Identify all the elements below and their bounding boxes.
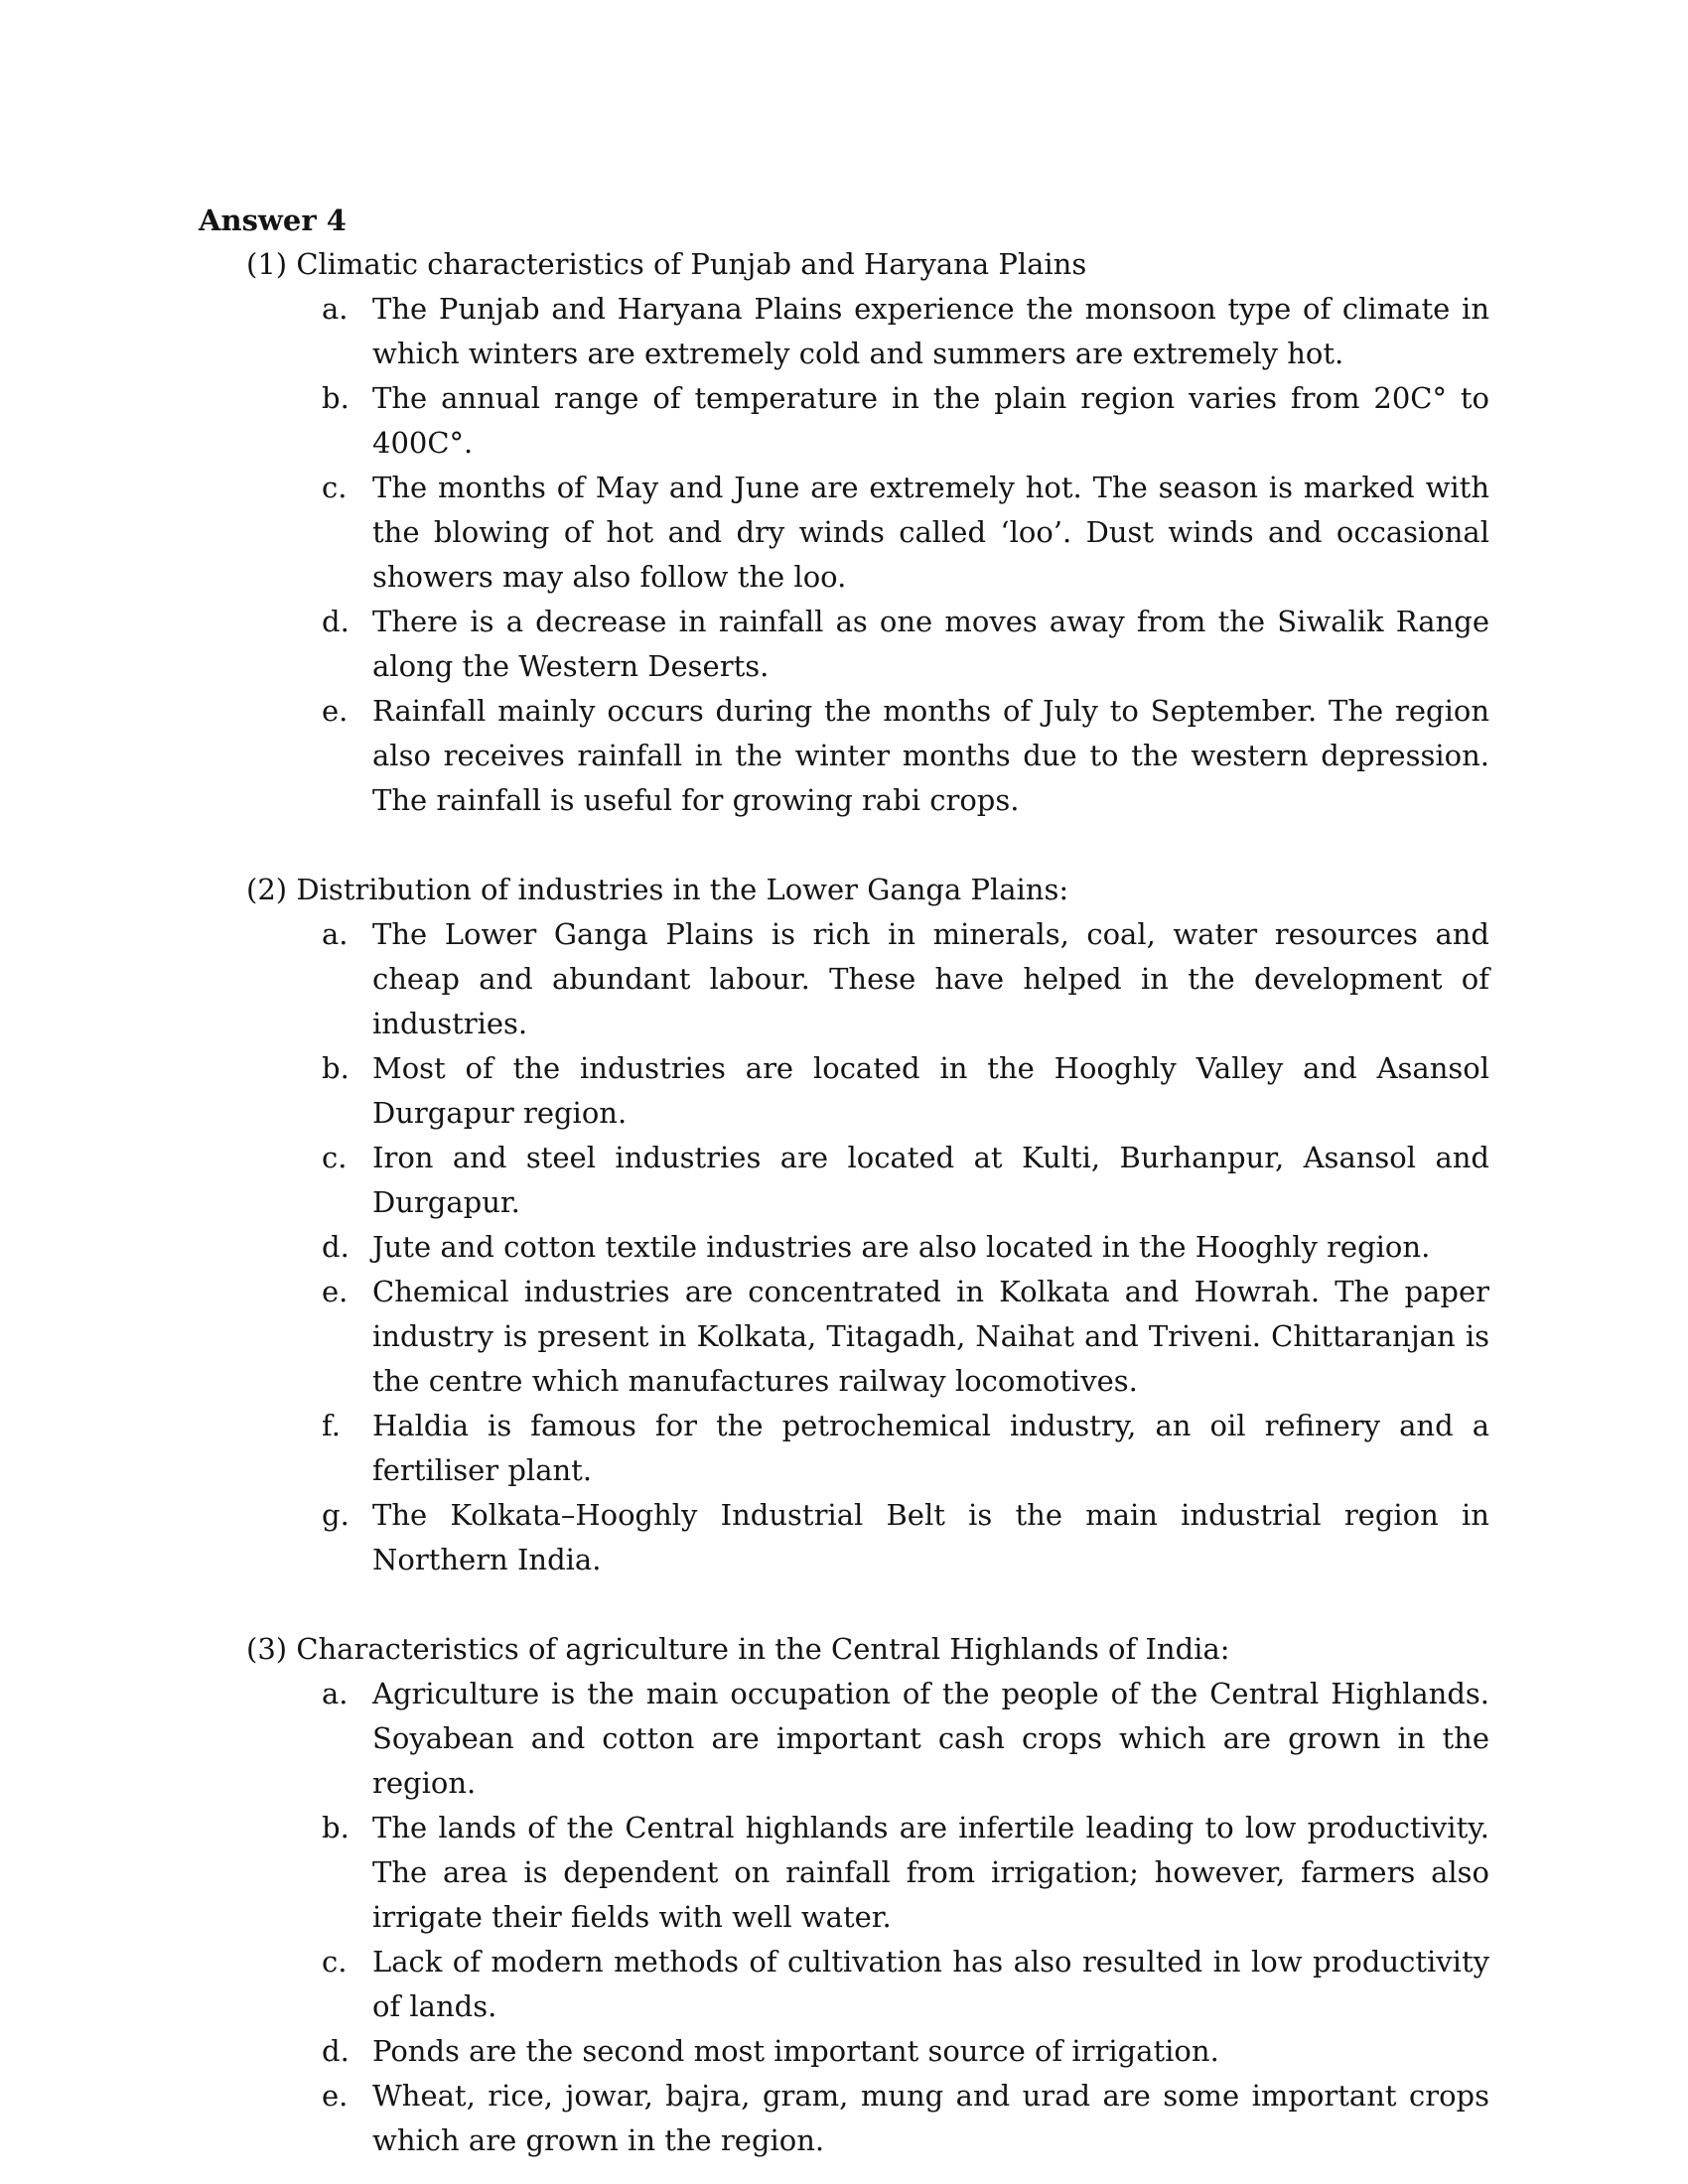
section-heading: [246, 1627, 1489, 1672]
list-item: [199, 600, 1489, 689]
item-text: Rainfall mainly occurs during the months of July to September. The region also receives rainfall in the winter months due to the western depression. The rainfall is useful for growing rabi crops.: [372, 694, 1489, 817]
list-item: [199, 1493, 1489, 1582]
item-marker: b.: [322, 1051, 350, 1085]
list-item: [199, 912, 1489, 1046]
item-text: Ponds are the second most important source of irrigation.: [372, 2034, 1219, 2068]
item-list: [199, 912, 1489, 1582]
list-item: [199, 376, 1489, 466]
item-text: The annual range of temperature in the plain region varies from 20C° to 400C°.: [372, 381, 1489, 460]
item-text: Jute and cotton textile industries are also located in the Hooghly region.: [372, 1230, 1431, 1264]
item-marker: f.: [322, 1409, 341, 1442]
item-marker: d.: [322, 1230, 350, 1264]
item-marker: c.: [322, 471, 348, 504]
item-text: Wheat, rice, jowar, bajra, gram, mung and urad are some important crops which are grown in the region.: [372, 2079, 1489, 2157]
list-item: [199, 689, 1489, 823]
item-marker: a.: [322, 1677, 349, 1710]
item-marker: c.: [322, 1141, 348, 1174]
item-list: [199, 287, 1489, 823]
list-item: [199, 1806, 1489, 1940]
section-heading: [246, 242, 1489, 287]
list-item: [199, 1225, 1489, 1270]
item-text: The Punjab and Haryana Plains experience the monsoon type of climate in which winters are extremely cold and summers are extremely hot.: [372, 292, 1489, 370]
item-marker: d.: [322, 2034, 350, 2068]
item-text: Haldia is famous for the petrochemical industry, an oil refinery and a fertiliser plant.: [372, 1409, 1489, 1487]
list-item: [199, 1046, 1489, 1136]
section-1: [199, 242, 1489, 823]
item-text: Chemical industries are concentrated in Kolkata and Howrah. The paper industry is present in Kolkata, Titagadh, Naihat and Triveni. Chittaranjan is the centre which manufactures railway locomotives.: [372, 1275, 1489, 1398]
item-marker: e.: [322, 694, 349, 728]
item-marker: c.: [322, 1945, 348, 1979]
item-text: There is a decrease in rainfall as one moves away from the Siwalik Range along the Western Deserts.: [372, 605, 1489, 683]
item-marker: b.: [322, 381, 350, 415]
item-text: Iron and steel industries are located at Kulti, Burhanpur, Asansol and Durgapur.: [372, 1141, 1489, 1219]
list-item: [199, 1136, 1489, 1225]
section-heading-text: Climatic characteristics of Punjab and Haryana Plains: [296, 247, 1087, 281]
item-text: Most of the industries are located in the Hooghly Valley and Asansol Durgapur region.: [372, 1051, 1489, 1130]
list-item: [199, 2029, 1489, 2074]
document-page: [199, 199, 1489, 2163]
item-text: The months of May and June are extremely hot. The season is marked with the blowing of hot and dry winds called ‘loo’. Dust winds and occasional showers may also follow the loo.: [372, 471, 1489, 594]
item-marker: a.: [322, 917, 349, 951]
section-heading-text: Distribution of industries in the Lower Ganga Plains:: [296, 873, 1069, 906]
list-item: [199, 1940, 1489, 2029]
item-marker: g.: [322, 1498, 350, 1532]
list-item: [199, 1404, 1489, 1493]
list-item: [199, 1270, 1489, 1404]
item-marker: e.: [322, 2079, 349, 2113]
section-number: (2): [246, 873, 288, 906]
section-number: (1): [246, 247, 288, 281]
item-marker: b.: [322, 1811, 350, 1844]
list-item: [199, 1672, 1489, 1806]
section-heading-text: Characteristics of agriculture in the Central Highlands of India:: [296, 1632, 1230, 1666]
section-number: (3): [246, 1632, 288, 1666]
item-list: [199, 1672, 1489, 2163]
item-marker: a.: [322, 292, 349, 326]
section-3: [199, 1627, 1489, 2163]
item-marker: d.: [322, 605, 350, 638]
item-text: Agriculture is the main occupation of the people of the Central Highlands. Soyabean and cotton are important cash crops which are grown in the region.: [372, 1677, 1489, 1800]
item-text: The Lower Ganga Plains is rich in minerals, coal, water resources and cheap and abundant labour. These have helped in the development of industries.: [372, 917, 1489, 1040]
item-text: The Kolkata–Hooghly Industrial Belt is the main industrial region in Northern India.: [372, 1498, 1489, 1576]
list-item: [199, 2074, 1489, 2163]
answer-title: Answer 4: [199, 204, 347, 237]
item-marker: e.: [322, 1275, 349, 1308]
section-heading: [246, 868, 1489, 912]
list-item: [199, 287, 1489, 376]
item-text: Lack of modern methods of cultivation has also resulted in low productivity of lands.: [372, 1945, 1489, 2023]
section-2: [199, 868, 1489, 1582]
item-text: The lands of the Central highlands are infertile leading to low productivity. The area is dependent on rainfall from irrigation; however, farmers also irrigate their fields with well water.: [372, 1811, 1489, 1934]
list-item: [199, 466, 1489, 600]
